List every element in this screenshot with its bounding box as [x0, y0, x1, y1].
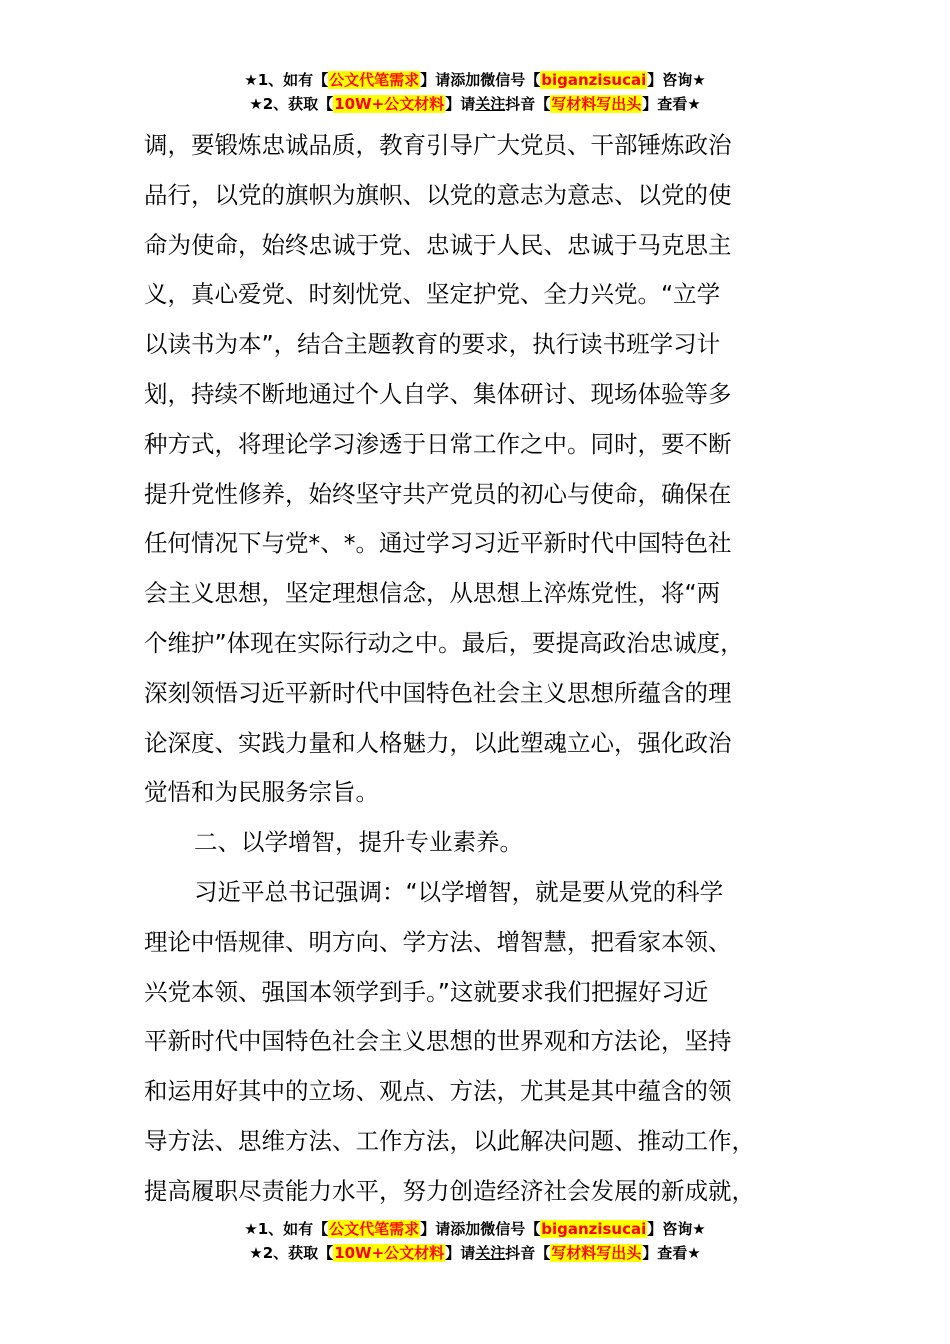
body-line: 兴党本领、强国本领学到手。”这就要求我们把握好习近 — [144, 977, 709, 1006]
promo-text: 】咨询★ — [647, 1220, 706, 1238]
body-line: 论深度、实践力量和人格魅力，以此塑魂立心，强化政治 — [144, 728, 732, 757]
body-line: 以读书为本”，结合主题教育的要求，执行读书班学习计 — [144, 330, 721, 359]
promo-text: 】查看★ — [642, 95, 701, 113]
promo-text: 抖音【 — [505, 95, 551, 113]
promo-highlight-douyin: 写材料写出头 — [551, 95, 642, 113]
body-line: 划，持续不断地通过个人自学、集体研讨、现场体验等多 — [144, 379, 732, 408]
document-body — [144, 121, 816, 1217]
body-line: 个维护”体现在实际行动之中。最后，要提高政治忠诚度， — [144, 628, 744, 657]
body-line: 理论中悟规律、明方向、学方法、增智慧，把看家本领、 — [144, 927, 732, 956]
promo-text: ★2、获取【 — [249, 95, 334, 113]
promo-line-1 — [0, 68, 950, 92]
header-promo-banner — [0, 68, 950, 116]
body-line: 深刻领悟习近平新时代中国特色社会主义思想所蕴含的理 — [144, 678, 732, 707]
body-line: 命为使命，始终忠诚于党、忠诚于人民、忠诚于马克思主 — [144, 230, 732, 259]
promo-text: 】请添加微信号【 — [420, 71, 541, 89]
promo-text: 】咨询★ — [647, 71, 706, 89]
promo-highlight: 10W+公文材料 — [334, 95, 445, 113]
promo-highlight: 公文代笔需求 — [329, 71, 420, 89]
promo-highlight-douyin: 写材料写出头 — [551, 1244, 642, 1262]
body-line: 任何情况下与党*、*。通过学习习近平新时代中国特色社 — [144, 529, 732, 558]
body-line: 义，真心爱党、时刻忧党、坚定护党、全力兴党。“立学 — [144, 280, 721, 309]
body-line: 平新时代中国特色社会主义思想的世界观和方法论，坚持 — [144, 1027, 732, 1056]
promo-line-2 — [0, 1241, 950, 1265]
body-line: 调，要锻炼忠诚品质，教育引导广大党员、干部锤炼政治 — [144, 131, 732, 159]
body-line: 习近平总书记强调：“以学增智，就是要从党的科学 — [194, 877, 724, 906]
body-line: 提升党性修养，始终坚守共产党员的初心与使命，确保在 — [144, 479, 732, 508]
promo-text: ★1、如有【 — [244, 71, 329, 89]
promo-text: 】请 — [445, 95, 476, 113]
promo-text: 】请添加微信号【 — [420, 1220, 541, 1238]
promo-text: ★2、获取【 — [249, 1244, 334, 1262]
promo-highlight-wechat-id: biganzisucai — [541, 1220, 647, 1238]
promo-line-2 — [0, 92, 950, 116]
body-line: 觉悟和为民服务宗旨。 — [144, 778, 379, 807]
promo-text: 】请 — [445, 1244, 476, 1262]
promo-highlight-wechat-id: biganzisucai — [541, 71, 647, 89]
promo-highlight: 公文代笔需求 — [329, 1220, 420, 1238]
section-heading: 二、以学增智，提升专业素养。 — [194, 828, 523, 857]
body-line: 品行，以党的旗帜为旗帜、以党的意志为意志、以党的使 — [144, 180, 732, 209]
promo-highlight: 10W+公文材料 — [334, 1244, 445, 1262]
body-line: 和运用好其中的立场、观点、方法，尤其是其中蕴含的领 — [144, 1077, 732, 1106]
promo-line-1 — [0, 1217, 950, 1241]
promo-text: 】查看★ — [642, 1244, 701, 1262]
body-line: 导方法、思维方法、工作方法，以此解决问题、推动工作， — [144, 1126, 755, 1155]
body-line: 会主义思想，坚定理想信念，从思想上淬炼党性，将“两 — [144, 579, 721, 608]
promo-text-underlined: 关注 — [475, 1244, 506, 1262]
promo-text-underlined: 关注 — [475, 95, 506, 113]
promo-text: 抖音【 — [505, 1244, 551, 1262]
footer-promo-banner — [0, 1217, 950, 1265]
body-line: 提高履职尽责能力水平，努力创造经济社会发展的新成就， — [144, 1176, 755, 1205]
body-line: 种方式，将理论学习渗透于日常工作之中。同时，要不断 — [144, 429, 732, 458]
promo-text: ★1、如有【 — [244, 1220, 329, 1238]
